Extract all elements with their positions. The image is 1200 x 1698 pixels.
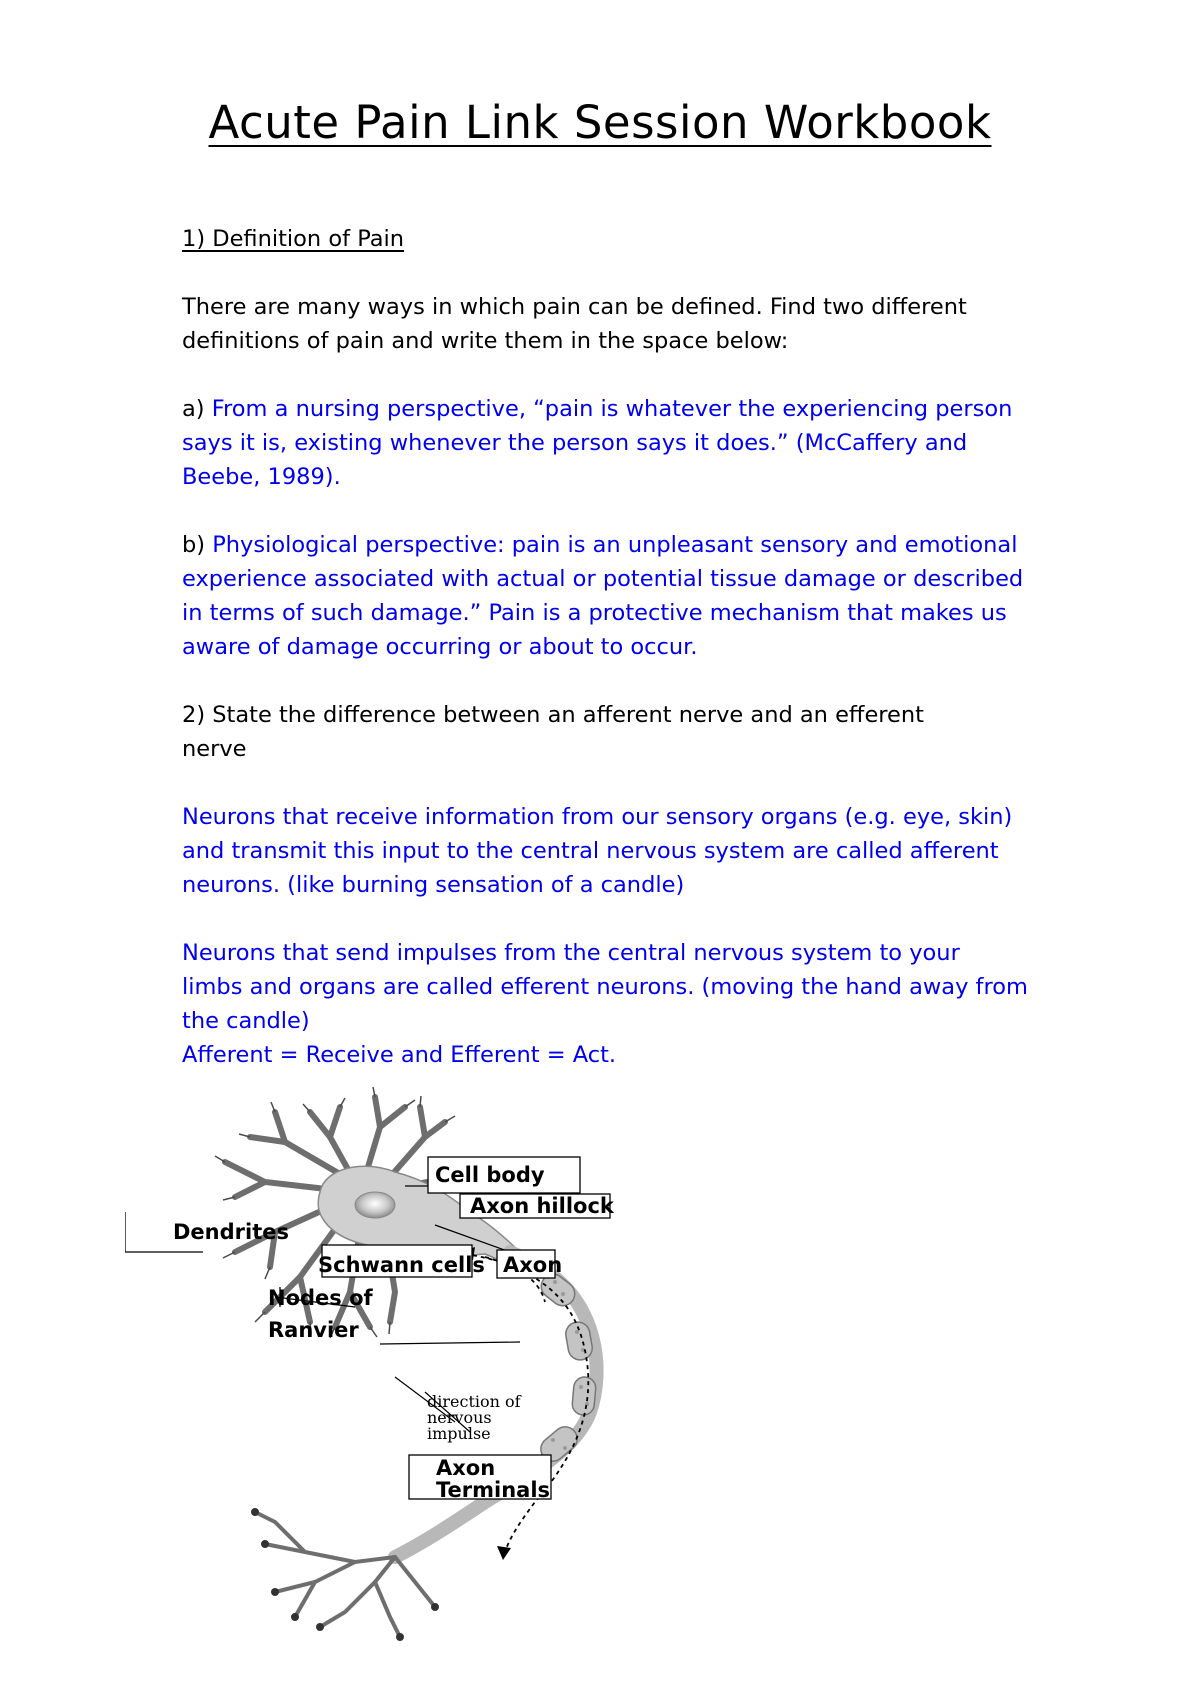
efferent-answer-line-2: limbs and organs are called efferent neurons. (moving the hand away from — [182, 974, 1028, 1000]
definition-b-line-3: in terms of such damage.” Pain is a protective mechanism that makes us — [182, 600, 1007, 626]
afferent-efferent-summary: Afferent = Receive and Efferent = Act. — [182, 1042, 617, 1068]
neuron-diagram — [125, 1082, 685, 1642]
definition-a-line-3: Beebe, 1989). — [182, 464, 341, 490]
definition-b-line-4: aware of damage occurring or about to occur. — [182, 634, 698, 660]
definition-b-marker: b) — [182, 532, 206, 558]
nucleus-shape — [355, 1192, 395, 1218]
section-1-heading: 1) Definition of Pain — [182, 226, 405, 252]
label-schwann-cells: Schwann cells — [318, 1253, 485, 1277]
label-axon: Axon — [503, 1253, 563, 1277]
question-2-line-2: nerve — [182, 736, 247, 762]
definition-a-line-1 — [182, 392, 1042, 426]
label-nodes-of-ranvier-1: Nodes of — [268, 1286, 373, 1310]
label-direction-3: impulse — [427, 1424, 491, 1443]
definition-a-line-2: says it is, existing whenever the person says it does.” (McCaffery and — [182, 430, 968, 456]
section-1 — [182, 222, 1042, 1072]
label-axon-hillock: Axon hillock — [470, 1194, 614, 1218]
label-axon-terminals-2: Terminals — [436, 1478, 551, 1502]
section-1-intro-line-1: There are many ways in which pain can be defined. Find two different — [182, 294, 967, 320]
definition-b-line-2: experience associated with actual or potential tissue damage or described — [182, 566, 1024, 592]
afferent-answer-line-2: and transmit this input to the central nervous system are called afferent — [182, 838, 999, 864]
afferent-answer-line-3: neurons. (like burning sensation of a candle) — [182, 872, 685, 898]
definition-b-line-1 — [182, 528, 1042, 562]
question-2-line-1: 2) State the difference between an afferent nerve and an efferent — [182, 702, 924, 728]
definition-b-text-1: Physiological perspective: pain is an unpleasant sensory and emotional — [212, 532, 1018, 558]
section-1-intro-line-2: definitions of pain and write them in the space below: — [182, 328, 789, 354]
label-direction-2: nervous — [427, 1408, 492, 1427]
efferent-answer-line-3: the candle) — [182, 1008, 310, 1034]
efferent-answer-line-1: Neurons that send impulses from the central nervous system to your — [182, 940, 960, 966]
neuron-svg — [125, 1082, 685, 1642]
page-title: Acute Pain Link Session Workbook — [208, 96, 992, 149]
definition-a-marker: a) — [182, 396, 205, 422]
label-axon-terminals-1: Axon — [436, 1456, 496, 1480]
label-nodes-of-ranvier-2: Ranvier — [268, 1318, 359, 1342]
label-direction-1: direction of — [427, 1392, 521, 1411]
label-cell-body: Cell body — [435, 1163, 545, 1187]
afferent-answer-line-1: Neurons that receive information from our sensory organs (e.g. eye, skin) — [182, 804, 1013, 830]
label-dendrites: Dendrites — [173, 1220, 289, 1244]
axon-terminals-shape — [255, 1512, 435, 1637]
definition-a-text-1: From a nursing perspective, “pain is whatever the experiencing person — [211, 396, 1013, 422]
